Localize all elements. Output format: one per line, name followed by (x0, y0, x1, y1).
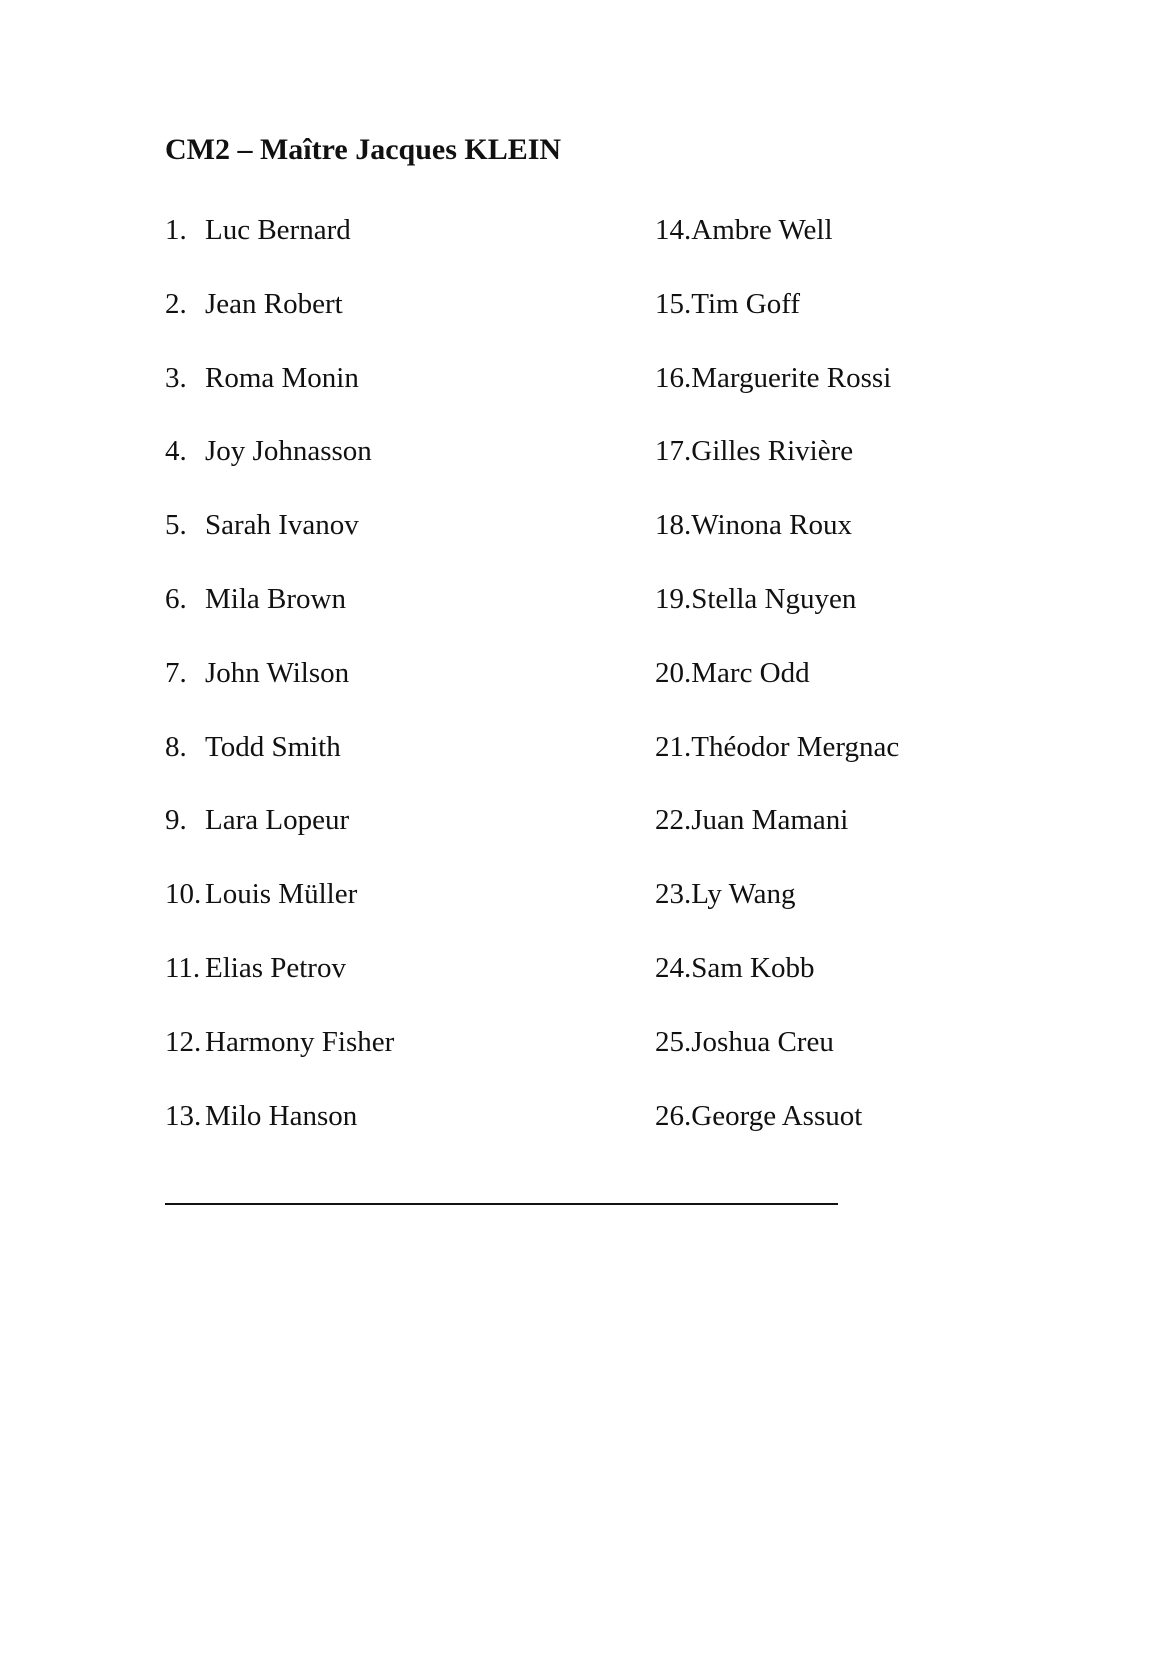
list-item (165, 950, 394, 1024)
page-title: CM2 – Maître Jacques KLEIN (165, 133, 562, 166)
student-name: Stella Nguyen (691, 582, 857, 615)
student-name: Roma Monin (205, 361, 359, 394)
list-item (655, 581, 899, 655)
student-name: Louis Müller (205, 878, 358, 911)
item-number: 23. (655, 878, 692, 911)
list-item (655, 729, 899, 803)
item-number: 13. (165, 1099, 202, 1132)
student-name: John Wilson (205, 656, 350, 689)
list-item (165, 655, 394, 729)
item-number: 21. (655, 730, 692, 763)
list-item (165, 581, 394, 655)
item-number: 16. (655, 361, 692, 394)
list-item (165, 729, 394, 803)
list-item (655, 286, 899, 360)
student-name: Marc Odd (691, 656, 810, 689)
item-number: 5. (165, 509, 187, 542)
item-number: 26. (655, 1099, 692, 1132)
item-number: 11. (165, 951, 201, 984)
list-item (655, 212, 899, 286)
student-name: Sam Kobb (691, 951, 815, 984)
item-number: 7. (165, 656, 187, 689)
list-item (655, 876, 899, 950)
item-number: 8. (165, 730, 187, 763)
list-item (655, 433, 899, 507)
list-item (655, 507, 899, 581)
item-number: 25. (655, 1025, 692, 1058)
list-item (655, 1024, 899, 1098)
student-name: Luc Bernard (205, 214, 351, 246)
list-item (165, 876, 394, 950)
item-number: 19. (655, 582, 692, 615)
student-name: Jean Robert (205, 287, 343, 320)
item-number: 12. (165, 1025, 202, 1058)
student-name: Harmony Fisher (205, 1025, 395, 1058)
separator-line (165, 1203, 838, 1205)
student-name: Todd Smith (205, 730, 341, 763)
item-number: 17. (655, 435, 692, 468)
item-number: 14. (655, 214, 692, 246)
item-number: 2. (165, 287, 187, 320)
student-name: Marguerite Rossi (691, 361, 892, 394)
item-number: 24. (655, 951, 692, 984)
item-number: 1. (165, 214, 187, 246)
student-name: Lara Lopeur (205, 804, 350, 837)
item-number: 3. (165, 361, 187, 394)
item-number: 20. (655, 656, 692, 689)
student-name: Théodor Mergnac (691, 730, 900, 763)
item-number: 6. (165, 582, 187, 615)
student-name: Ly Wang (691, 878, 796, 911)
student-name: George Assuot (691, 1099, 863, 1132)
list-item (165, 433, 394, 507)
student-name: Tim Goff (691, 287, 801, 320)
list-item (165, 1098, 394, 1172)
list-item (165, 507, 394, 581)
list-item (165, 802, 394, 876)
list-item (655, 1098, 899, 1172)
list-item (165, 286, 394, 360)
item-number: 9. (165, 804, 187, 837)
list-item (655, 360, 899, 434)
item-number: 4. (165, 435, 187, 468)
student-list-right (655, 212, 899, 1171)
list-item (165, 1024, 394, 1098)
list-item (165, 360, 394, 434)
item-number: 22. (655, 804, 692, 837)
student-name: Juan Mamani (691, 804, 849, 837)
list-item (655, 802, 899, 876)
student-name: Winona Roux (691, 509, 852, 542)
student-name: Gilles Rivière (691, 435, 854, 468)
student-name: Milo Hanson (205, 1099, 358, 1132)
student-name: Joshua Creu (691, 1025, 834, 1058)
student-name: Joy Johnasson (205, 435, 372, 468)
student-name: Ambre Well (691, 214, 833, 246)
item-number: 10. (165, 878, 202, 911)
list-item (655, 655, 899, 729)
list-item (655, 950, 899, 1024)
student-name: Elias Petrov (205, 951, 346, 984)
student-name: Mila Brown (205, 582, 346, 615)
item-number: 15. (655, 287, 692, 320)
student-name: Sarah Ivanov (205, 509, 359, 542)
item-number: 18. (655, 509, 692, 542)
student-list-left (165, 212, 394, 1171)
list-item (165, 212, 394, 286)
